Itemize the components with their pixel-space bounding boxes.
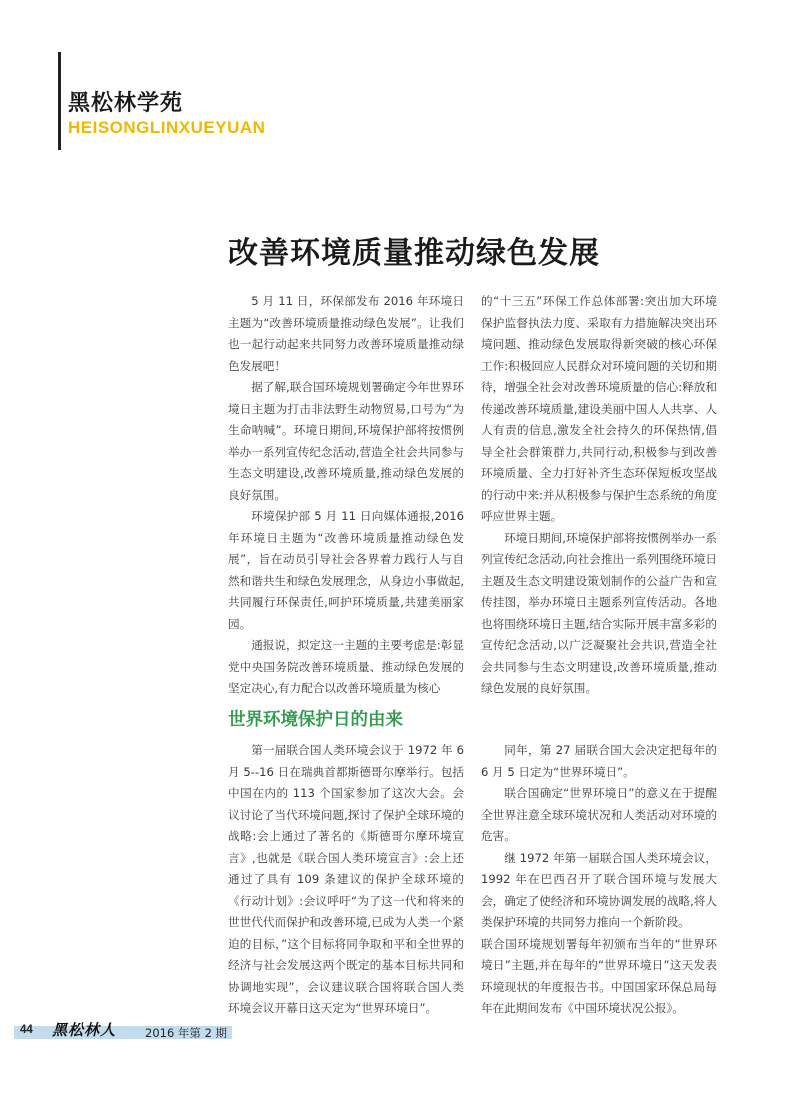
paragraph: 第一届联合国人类环境会议于 1972 年 6 月 5--16 日在瑞典首都斯德哥尔摩举行。包括中国在内的 113 个国家参加了这次大会。会议讨论了当代环境问题,探讨了保护全球环境的战略:会上通过了著名的《斯德哥尔摩环境宣言》,也就是《联合国人类环境宣言》:会上还通过了具有 109 条建议的保护全球环境的《行动计划》:会议呼吁“为了这一代和将来的世世代代而保护和改善环境,已成为人类一个紧迫的目标，”这个目标将同争取和平和全世界的经济与社会发展这两个既定的基本目标共同和协调地实现”，会议建议联合国将联合国人类环境会议开幕日这天定为“世界环境日”。 (228, 743, 464, 1015)
section-name: 黑松林学苑 (68, 91, 184, 116)
article-column-4 (481, 740, 717, 1020)
paragraph: 联合国确定“世界环境日”的意义在于提醒全世界注意全球环境状况和人类活动对环境的危害。 (481, 786, 717, 843)
article-column-1 (228, 291, 464, 700)
paragraph: 5 月 11 日，环保部发布 2016 年环境日主题为“改善环境质量推动绿色发展”。让我们也一起行动起来共同努力改善环境质量推动绿色发展吧！ (228, 294, 464, 373)
article-column-2 (481, 291, 717, 700)
magazine-logo: 黑松林人 (52, 1021, 117, 1039)
page-number: 44 (20, 1024, 33, 1036)
paragraph: 环境日期间,环境保护部将按惯例举办一系列宣传纪念活动,向社会推出一系列围绕环境日主题及生态文明建设策划制作的公益广告和宣传挂图，举办环境日主题系列宣传活动。各地也将围绕环境日主题,结合实际开展丰富多彩的宣传纪念活动,以广泛凝聚社会共识,营造全社会共同参与生态文明建设,改善环境质量,推动绿色发展的良好氛围。 (481, 530, 717, 695)
paragraph: 据了解,联合国环境规划署确定今年世界环境日主题为打击非法野生动物贸易,口号为“为生命呐喊”。环境日期间,环境保护部将按惯例举办一系列宣传纪念活动,营造全社会共同参与生态文明建设,改善环境质量,推动绿色发展的良好氛围。 (228, 380, 464, 502)
article-column-3 (228, 740, 464, 1020)
paragraph: 环境保护部 5 月 11 日向媒体通报,2016 年环境日主题为“改善环境质量推动绿色发展”，旨在动员引导社会各界着力践行人与自然和谐共生和绿色发展理念，从身边小事做起,共同履行环保责任,呵护环境质量,共建美丽家园。 (228, 509, 464, 631)
section-pinyin: HEISONGLINXUEYUAN (68, 118, 266, 137)
header-accent-bar (58, 52, 61, 150)
paragraph: 继 1972 年第一届联合国人类环境会议，1992 年在巴西召开了联合国环境与发展大会，确定了使经济和环境协调发展的战略,将人类保护环境的共同努力推向一个新阶段。 (481, 850, 717, 929)
paragraph: 通报说，拟定这一主题的主要考虑是:彰显党中央国务院改善环境质量、推动绿色发展的坚定决心,有力配合以改善环境质量为核心 (228, 638, 464, 695)
paragraph: 同年，第 27 届联合国大会决定把每年的 6 月 5 日定为“世界环境日”。 (481, 743, 717, 779)
section-subheading: 世界环境保护日的由来 (228, 710, 403, 730)
paragraph: 联合国环境规划署每年初颁布当年的“世界环境日”主题,并在每年的“世界环境日”这天发表环境现状的年度报告书。中国国家环保总局每年在此期间发布《中国环境状况公报》。 (481, 936, 717, 1015)
article-title: 改善环境质量推动绿色发展 (228, 236, 600, 271)
issue-label: 2016 年第 2 期 (145, 1026, 228, 1040)
paragraph: 的“十三五”环保工作总体部署:突出加大环境保护监督执法力度、采取有力措施解决突出环境问题、推动绿色发展取得新突破的核心环保工作:积极回应人民群众对环境问题的关切和期待，增强全社会对改善环境质量的信心:释放和传递改善环境质量,建设美丽中国人人共享、人人有责的信息,激发全社会持久的环保热情,倡导全社会群策群力,共同行动,积极参与到改善环境质量、全力打好补齐生态环保短板攻坚战的行动中来:并从积极参与保护生态系统的角度呼应世界主题。 (481, 294, 717, 523)
